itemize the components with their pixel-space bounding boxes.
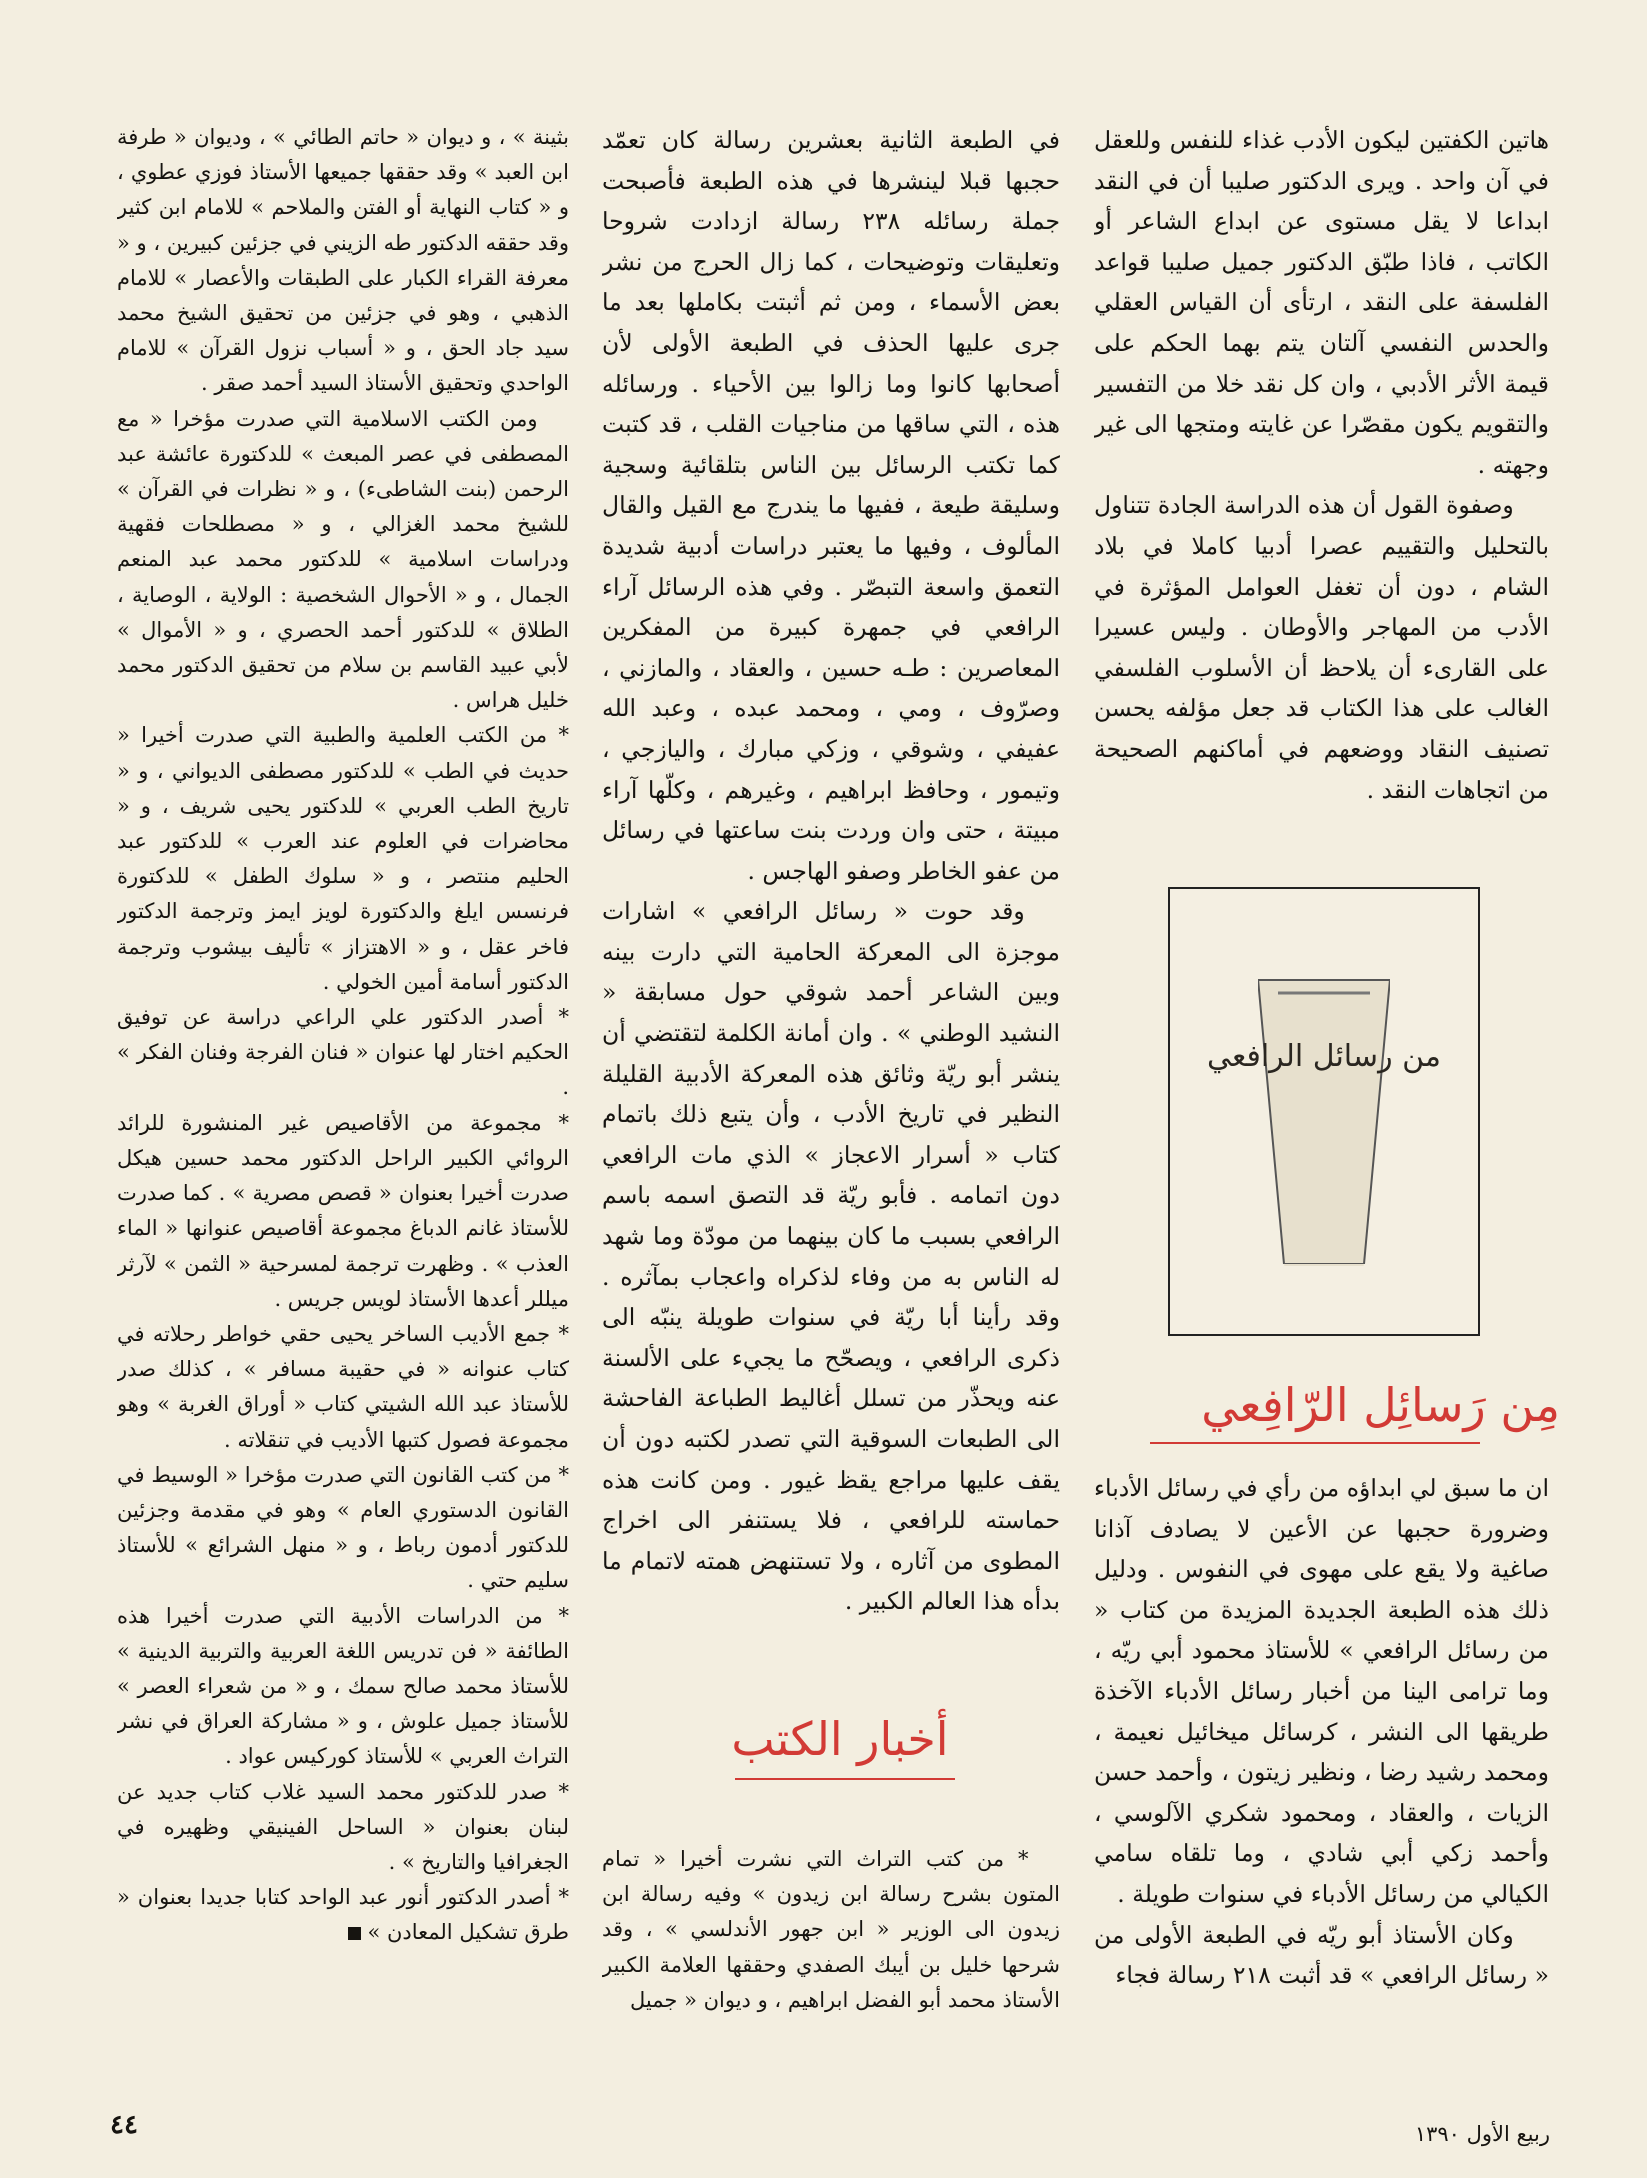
- column-left: [117, 120, 569, 2095]
- heading-underline: [1150, 1442, 1480, 1444]
- heading-underline: [735, 1778, 955, 1780]
- news-item: * من الكتب العلمية والطبية التي صدرت أخيرا « حديث في الطب » للدكتور مصطفى الديواني ، و « تاريخ الطب العربي » للدكتور يحيى شريف ، و « محاضرات في العلوم عند العرب » للدكتور عبد الحليم منتصر ، و « سلوك الطفل » للدكتورة فرنسس ايلغ والدكتورة لويز ايمز وترجمة الدكتور فاخر عقل ، و « الاهتزاز » تأليف بيشوب وترجمة الدكتور أسامة أمين الخولي .: [117, 723, 569, 994]
- news-item-text: * أصدر الدكتور أنور عبد الواحد كتابا جديدا بعنوان « طرق تشكيل المعادن »: [117, 1885, 569, 1945]
- cover-cup-outline: [1258, 979, 1390, 1264]
- news-item: * من الدراسات الأدبية التي صدرت أخيرا هذه الطائفة « فن تدريس اللغة العربية والتربية الدينية » للأستاذ محمد صالح سمك ، و « من شعراء العصر » للأستاذ جميل علوش ، و « مشاركة العراق في نشر التراث العربي » للأستاذ كوركيس عواد .: [117, 1603, 569, 1769]
- news-item: ومن الكتب الاسلامية التي صدرت مؤخرا « مع المصطفى في عصر المبعث » للدكتورة عائشة عبد الرحمن (بنت الشاطىء) ، و « نظرات في القرآن » للشيخ محمد الغزالي ، و « مصطلحات فقهية ودراسات اسلامية » للدكتور محمد عبد المنعم الجمال ، و « الأحوال الشخصية : الولاية ، الوصاية ، الطلاق » للدكتور أحمد الحصري ، و « الأموال » لأبي عبيد القاسم بن سلام من تحقيق الدكتور محمد خليل هراس .: [117, 406, 569, 713]
- page-number: ٤٤: [110, 2110, 138, 2140]
- news-item: * أصدر الدكتور علي الراعي دراسة عن توفيق الحكيم اختار لها عنوان « فنان الفرجة وفنان الفكر » .: [117, 1005, 569, 1100]
- column-right-bottom: [1094, 1468, 1549, 2093]
- news-item: * مجموعة من الأقاصيص غير المنشورة للرائد الروائي الكبير الراحل الدكتور محمد حسين هيكل صدرت أخيرا بعنوان « قصص مصرية » . كما صدرت للأستاذ غانم الدباغ مجموعة أقاصيص عنوانها « الماء العذب » . وظهرت ترجمة لمسرحية « الثمن » لآرثر ميللر أعدها الأستاذ لويس جريس .: [117, 1110, 569, 1311]
- news-item-last: [117, 1880, 569, 1950]
- column-right-top: [1094, 120, 1549, 880]
- paragraph: ان ما سبق لي ابداؤه من رأي في رسائل الأدباء وضرورة حجبها عن الأعين لا يصادف آذانا صاغية ولا يقع على مهوى في النفوس . ودليل ذلك هذه الطبعة الجديدة المزيدة من كتاب « من رسائل الرافعي » للأستاذ محمود أبي ريّه ، وما ترامى الينا من أخبار رسائل الأدباء الآخذة طريقها الى النشر ، كرسائل ميخائيل نعيمة ، ومحمد رشيد رضا ، ونظير زيتون ، وأحمد حسن الزيات ، والعقاد ، ومحمود شكري الآلوسي ، وأحمد زكي أبي شادي ، وما تلقاه سامي الكيالي من رسائل الأدباء في سنوات طويلة .: [1094, 1474, 1549, 1908]
- section-heading-akhbar: أخبار الكتب: [731, 1712, 949, 1766]
- paragraph: وقد حوت « رسائل الرافعي » اشارات موجزة الى المعركة الحامية التي دارت بينه وبين الشاعر أحمد شوقي حول مسابقة « النشيد الوطني » . وان أمانة الكلمة لتقتضي أن ينشر أبو ريّة وثائق هذه المعركة الأدبية القليلة النظير في تاريخ الأدب ، وأن يتبع ذلك باتمام كتاب « أسرار الاعجاز » الذي مات الرافعي دون اتمامه . فأبو ريّة قد التصق اسمه باسم الرافعي بسبب ما كان بينهما من مودّة وما شهد له الناس به من وفاء لذكراه واعجاب بمآثره . وقد رأينا أبا ريّة في سنوات طويلة ينبّه الى ذكرى الرافعي ، ويصحّح ما يجيء على الألسنة عنه ويحذّر من تسلل أغاليط الطباعة الفاحشة الى الطبعات السوقية التي تصدر لكتبه دون أن يقف عليها مراجع يقظ غيور . ومن كانت هذه حماسته للرافعي ، فلا يستنفر الى اخراج المطوى من آثاره ، ولا تستنهض همته لاتمام ما بدأه هذا العالم الكبير .: [602, 897, 1060, 1616]
- issue-date: ربيع الأول ١٣٩٠: [1414, 2122, 1550, 2146]
- column-middle: [602, 120, 1060, 1710]
- news-item: بثينة » ، و ديوان « حاتم الطائي » ، وديوان « طرفة ابن العبد » وقد حققها جميعها الأستاذ فوزي عطوي ، و « كتاب النهاية أو الفتن والملاحم » للامام ابن كثير وقد حققه الدكتور طه الزيني في جزئين كبيرين ، و « معرفة القراء الكبار على الطبقات والأعصار » للامام الذهبي ، وهو في جزئين من تحقيق الشيخ محمد سيد جاد الحق ، و « أسباب نزول القرآن » للامام الواحدي وتحقيق الأستاذ السيد أحمد صقر .: [117, 125, 569, 396]
- news-item: * من كتب القانون التي صدرت مؤخرا « الوسيط في القانون الدستوري العام » وهو في مقدمة وجزئين للدكتور أدمون رباط ، و « منهل الشرائع » للأستاذ سليم حتي .: [117, 1462, 569, 1593]
- paragraph: وصفوة القول أن هذه الدراسة الجادة تتناول بالتحليل والتقييم عصرا أدبيا كاملا في بلاد الشام ، دون أن تغفل العوامل المؤثرة في الأدب من المهاجر والأوطان . وليس عسيرا على القارىء أن يلاحظ أن الأسلوب الفلسفي الغالب على هذا الكتاب قد جعل مؤلفه يحسن تصنيف النقاد ووضعهم في أماكنهم الصحيحة من اتجاهات النقد .: [1094, 491, 1549, 804]
- news-item: * جمع الأديب الساخر يحيى حقي خواطر رحلاته في كتاب عنوانه « في حقيبة مسافر » ، كذلك صدر للأستاذ عبد الله الشيتي كتاب « أوراق الغربة » وهو مجموعة فصول كتبها الأديب في تنقلاته .: [117, 1321, 569, 1452]
- paragraph: وكان الأستاذ أبو ريّه في الطبعة الأولى من « رسائل الرافعي » قد أثبت ٢١٨ رسالة فجاء: [1094, 1920, 1549, 1990]
- news-item: * من كتب التراث التي نشرت أخيرا « تمام المتون بشرح رسالة ابن زيدون » وفيه رسالة ابن زيدون الى الوزير « ابن جهور الأندلسي » ، وقد شرحها خليل بن أيبك الصفدي وحققها العلامة الكبير الأستاذ محمد أبو الفضل ابراهيم ، و ديوان « جميل: [602, 1847, 1060, 2012]
- end-of-article-mark: [348, 1927, 361, 1940]
- cover-title: من رسائل الرافعي: [1207, 1039, 1441, 1074]
- book-cover-image: [1168, 887, 1480, 1336]
- paragraph: في الطبعة الثانية بعشرين رسالة كان تعمّد حجبها قبلا لينشرها في هذه الطبعة فأصبحت جملة رسائله ٢٣٨ رسالة ازدادت شروحا وتعليقات وتوضيحات ، كما زال الحرج من نشر بعض الأسماء ، ومن ثم أثبتت بكاملها بعد ما جرى عليها الحذف في الطبعة الأولى لأن أصحابها كانوا وما زالوا بين الأحياء . ورسائله هذه ، التي ساقها من مناجيات القلب ، قد كتبت كما تكتب الرسائل بين الناس بتلقائية وسجية وسليقة طيعة ، ففيها ما يندرج مع القيل والقال المألوف ، وفيها ما يعتبر دراسات أدبية شديدة التعمق واسعة التبصّر . وفي هذه الرسائل آراء الرافعي في جمهرة كبيرة من المفكرين المعاصرين : طـه حسين ، والعقاد ، والمازني ، وصرّوف ، ومي ، ومحمد عبده ، وعبد الله عفيفي ، وشوقي ، وزكي مبارك ، واليازجي ، وتيمور ، وحافظ ابراهيم ، وغيرهم ، وكلّها آراء مبيتة ، حتى وان وردت بنت ساعتها في رسائل من عفو الخاطر وصفو الهاجس .: [602, 126, 1060, 885]
- news-item: * صدر للدكتور محمد السيد غلاب كتاب جديد عن لبنان بعنوان « الساحل الفينيقي وظهيره في الجغرافيا والتاريخ » .: [117, 1779, 569, 1874]
- paragraph: هاتين الكفتين ليكون الأدب غذاء للنفس وللعقل في آن واحد . ويرى الدكتور صليبا أن في النقد ابداعا لا يقل مستوى عن ابداع الشاعر أو الكاتب ، فاذا طبّق الدكتور جميل صليبا قواعد الفلسفة على النقد ، ارتأى أن القياس العقلي والحدس النفسي آلتان يتم بهما الحكم على قيمة الأثر الأدبي ، وان كل نقد خلا من التفسير والتقويم يكون مقصّرا عن غايته ومتجها الى غير وجهته .: [1094, 126, 1549, 479]
- column-middle-news: [602, 1842, 1060, 2122]
- section-heading-rasail: مِن رَسائِل الرّافِعي: [1201, 1378, 1560, 1432]
